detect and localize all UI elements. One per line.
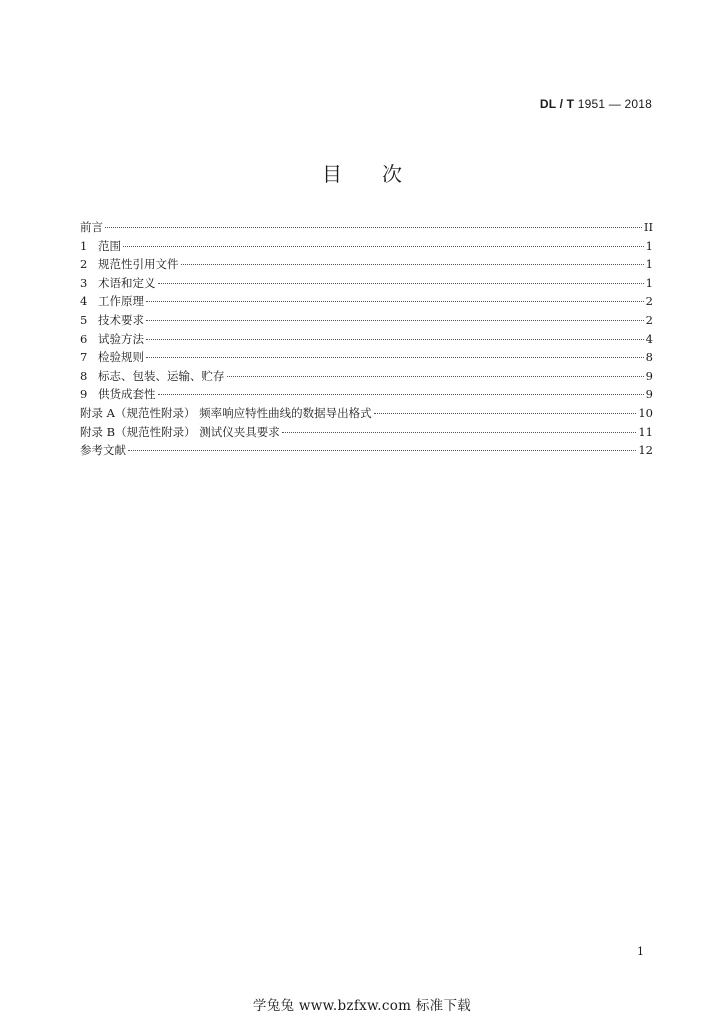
toc-leader xyxy=(146,301,644,302)
toc-entry-page: 9 xyxy=(645,368,653,383)
toc-entry-page: 12 xyxy=(638,443,653,458)
toc-entry-number: 4 xyxy=(80,294,88,309)
toc-entry-number: 8 xyxy=(80,368,88,383)
toc-leader xyxy=(128,450,636,451)
toc-entry-page: II xyxy=(643,220,653,234)
toc-entry[interactable] xyxy=(80,237,653,256)
toc-entry[interactable] xyxy=(80,255,653,274)
toc-entry-label: 工作原理 xyxy=(98,294,144,309)
toc-entry-label: 前言 xyxy=(80,220,103,234)
toc-entry-page: 1 xyxy=(645,238,653,253)
toc-leader xyxy=(158,283,644,284)
watermark-text: 学兔兔 www.bzfxw.com 标准下载 xyxy=(252,998,472,1014)
toc-leader xyxy=(123,246,644,247)
toc-entry-number: 3 xyxy=(80,275,88,290)
toc-entry[interactable] xyxy=(80,367,653,386)
toc-entry[interactable] xyxy=(80,404,653,423)
toc-entry-page: 1 xyxy=(645,275,653,290)
toc-entry-page: 8 xyxy=(645,350,653,365)
toc-entry-page: 2 xyxy=(645,294,653,309)
toc-entry[interactable] xyxy=(80,274,653,293)
toc-entry-number: 9 xyxy=(80,387,88,402)
toc-entry[interactable] xyxy=(80,423,653,442)
toc-entry[interactable] xyxy=(80,385,653,404)
toc-entry-page: 10 xyxy=(638,405,653,420)
toc-leader xyxy=(181,264,644,265)
toc-entry-page: 2 xyxy=(645,312,653,327)
toc-title-char-1: 目 xyxy=(322,162,342,186)
toc-entry-page: 11 xyxy=(638,424,653,439)
toc-entry-number: 6 xyxy=(80,331,88,346)
toc-leader xyxy=(227,376,644,377)
toc-entry[interactable] xyxy=(80,348,653,367)
toc-entry-label: 附录 A（规范性附录） 频率响应特性曲线的数据导出格式 xyxy=(80,405,372,420)
toc-title-char-2: 次 xyxy=(382,162,402,186)
toc-leader xyxy=(158,394,644,395)
toc-entry[interactable] xyxy=(80,218,653,237)
toc-leader xyxy=(105,227,642,228)
toc-entry-number: 7 xyxy=(80,350,88,365)
toc-entry-number: 5 xyxy=(80,312,88,327)
toc-entry-label: 技术要求 xyxy=(98,312,144,327)
toc-entry-label: 试验方法 xyxy=(98,331,144,346)
toc-leader xyxy=(146,320,644,321)
document-code-prefix: DL / T xyxy=(539,97,575,111)
toc-entry-label: 范围 xyxy=(98,238,121,253)
toc-entry[interactable] xyxy=(80,441,653,460)
toc-entry[interactable] xyxy=(80,330,653,349)
page-number: 1 xyxy=(637,945,644,958)
toc-entry-number: 1 xyxy=(80,238,88,253)
document-code-suffix: 1951 — 2018 xyxy=(577,97,652,111)
toc-entry[interactable] xyxy=(80,292,653,311)
toc-leader xyxy=(146,357,644,358)
toc-entry-label: 标志、包装、运输、贮存 xyxy=(98,368,225,383)
toc-entry-label: 规范性引用文件 xyxy=(98,257,179,272)
document-code xyxy=(540,97,652,111)
toc-entry-page: 9 xyxy=(645,387,653,402)
toc-leader xyxy=(282,432,637,433)
toc-title xyxy=(0,158,724,187)
toc-list xyxy=(80,218,653,460)
toc-entry-label: 术语和定义 xyxy=(98,275,156,290)
toc-entry-page: 1 xyxy=(645,257,653,272)
toc-leader xyxy=(374,413,637,414)
toc-entry-number: 2 xyxy=(80,257,88,272)
toc-entry-label: 参考文献 xyxy=(80,443,126,458)
toc-entry-label: 检验规则 xyxy=(98,350,144,365)
toc-entry-page: 4 xyxy=(645,331,653,346)
toc-entry-label: 附录 B（规范性附录） 测试仪夹具要求 xyxy=(80,424,280,439)
toc-entry[interactable] xyxy=(80,311,653,330)
toc-entry-label: 供货成套性 xyxy=(98,387,156,402)
toc-leader xyxy=(146,339,644,340)
